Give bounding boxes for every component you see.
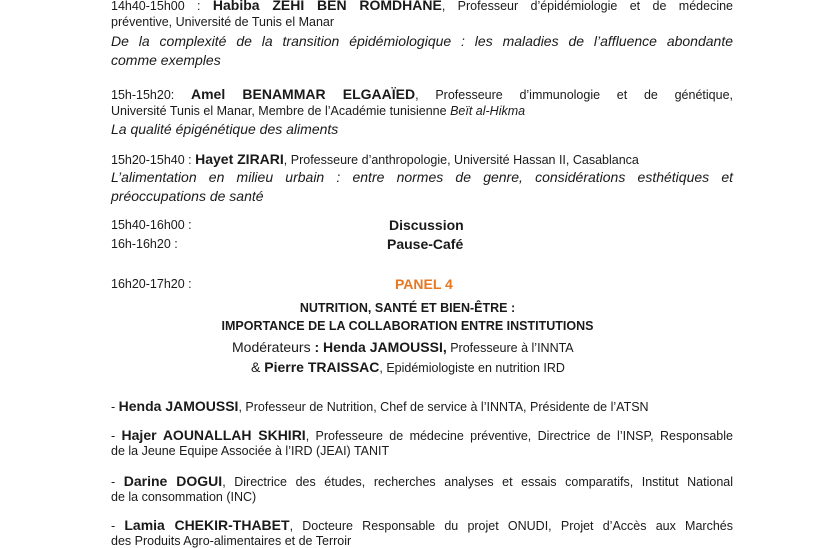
session-1-title-line2: comme exemples xyxy=(111,52,221,68)
session-3-speaker: Hayet ZIRARI xyxy=(195,151,284,167)
session-1-speaker: Habiba ZEHI BEN ROMDHANE xyxy=(212,0,442,13)
speaker-2-role-line2: de la Jeune Equipe Associée à l’IRD (JEAI) TANIT xyxy=(111,444,390,458)
speaker-1-role: , Professeur de Nutrition, Chef de service à l’INNTA, Présidente de l’ATSN xyxy=(238,400,649,414)
speaker-2-name: Hajer AOUNALLAH SKHIRI xyxy=(121,427,306,443)
panel-4-theme-line1: NUTRITION, SANTÉ ET BIEN-ÊTRE : xyxy=(299,301,516,315)
speaker-4-name: Lamia CHEKIR-THABET xyxy=(124,517,290,533)
speaker-2: - Hajer AOUNALLAH SKHIRI, Professeure de médecine préventive, Directrice de l’INSP, Responsable xyxy=(111,427,733,443)
session-3-title-line2: préoccupations de santé xyxy=(111,188,264,204)
session-1-time: 14h40-15h00 : xyxy=(111,0,213,13)
session-2-time: 15h-15h20: xyxy=(111,88,191,102)
moderator-2-role: , Epidémiologiste en nutrition IRD xyxy=(379,361,565,375)
session-1-title-line1: De la complexité de la transition épidémiologique : les maladies de l’affluence abondante xyxy=(111,33,733,49)
session-3-time: 15h20-15h40 : xyxy=(111,153,196,167)
moderator-1-name: Henda JAMOUSSI, xyxy=(323,339,447,355)
speaker-1: - Henda JAMOUSSI, Professeur de Nutrition, Chef de service à l’INNTA, Présidente de l’ATSN xyxy=(111,398,649,414)
session-2-role-line1: , Professeure d’immunologie et de génétique, xyxy=(415,88,733,102)
speaker-3-name: Darine DOGUI xyxy=(123,473,223,489)
session-3-role: , Professeure d’anthropologie, Université Hassan II, Casablanca xyxy=(283,153,639,167)
speaker-4-role-line1: , Docteure Responsable du projet ONUDI, Projet d’Accès aux Marchés xyxy=(289,519,733,533)
speaker-4-role-line2: des Produits Agro-alimentaires et de Terroir xyxy=(111,534,352,548)
panel-4-theme-line2: IMPORTANCE DE LA COLLABORATION ENTRE INSTITUTIONS xyxy=(221,319,594,333)
speaker-1-name: Henda JAMOUSSI xyxy=(118,398,239,414)
speaker-3-role-line2: de la consommation (INC) xyxy=(111,490,257,504)
moderator-1-role: Professeure à l’INNTA xyxy=(446,341,574,355)
moderator-2-name: Pierre TRAISSAC xyxy=(264,359,380,375)
session-2-title: La qualité épigénétique des aliments xyxy=(111,121,339,137)
moderators-label: Modérateurs xyxy=(232,339,315,355)
panel-4-time: 16h20-17h20 : xyxy=(111,277,192,291)
speaker-3: - Darine DOGUI, Directrice des études, recherches analyses et essais comparatifs, Institut National xyxy=(111,473,734,489)
session-2-role-line2: Université Tunis el Manar, Membre de l’Académie tunisienne Beït al-Hikma xyxy=(111,104,526,118)
panel-4-label: PANEL 4 xyxy=(395,276,453,292)
session-1-role-line1: , Professeur d’épidémiologie et de médecine xyxy=(441,0,734,13)
break-1-time: 15h40-16h00 : xyxy=(111,218,192,232)
panel-4-moderator-2: & Pierre TRAISSAC, Epidémiologiste en nutrition IRD xyxy=(251,359,565,375)
session-1-header xyxy=(111,0,733,13)
speaker-3-role-line1: , Directrice des études, recherches analyses et essais comparatifs, Institut National xyxy=(222,475,734,489)
session-1-role-line2: préventive, Université de Tunis el Manar xyxy=(111,15,335,29)
break-1-label: Discussion xyxy=(389,217,464,233)
session-3-header xyxy=(111,151,639,167)
session-2-speaker: Amel BENAMMAR ELGAAÏED xyxy=(191,86,416,102)
session-3-title-line1: L’alimentation en milieu urbain : entre normes de genre, considérations esthétiques et xyxy=(111,169,733,185)
session-2-header xyxy=(111,86,733,102)
session-2-academy: Beït al-Hikma xyxy=(450,104,526,118)
break-2-time: 16h-16h20 : xyxy=(111,237,178,251)
speaker-4: - Lamia CHEKIR-THABET, Docteure Responsable du projet ONUDI, Projet d’Accès aux Marchés xyxy=(111,517,733,533)
panel-4-moderators: Modérateurs : Henda JAMOUSSI, Professeure à l’INNTA xyxy=(232,339,574,355)
break-2-label: Pause-Café xyxy=(387,236,464,252)
speaker-2-role-line1: , Professeure de médecine préventive, Directrice de l’INSP, Responsable xyxy=(305,429,733,443)
